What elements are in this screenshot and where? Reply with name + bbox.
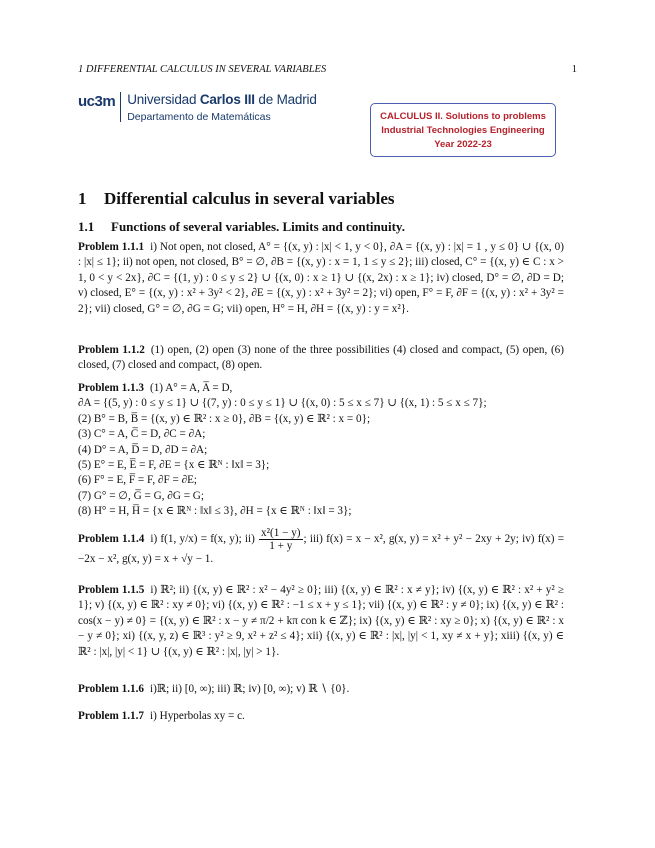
problem-1-1-6	[78, 682, 564, 697]
problem-line: (2) B° = B, B̅ = {(x, y) ∈ ℝ² : x ≥ 0}, ∂B = {(x, y) ∈ ℝ² : x = 0};	[78, 412, 371, 425]
subsection-number: 1.1	[78, 219, 95, 234]
problem-text-pre: i) f(1, y/x) = f(x, y); ii)	[150, 533, 259, 546]
running-title: 1 DIFFERENTIAL CALCULUS IN SEVERAL VARIABLES	[78, 64, 327, 75]
problem-line: (1) A° = A, A̅ = D,	[149, 382, 233, 394]
running-header	[78, 64, 577, 75]
section-heading	[78, 189, 395, 209]
uc3m-mark: uc3m	[78, 93, 116, 110]
university-logo	[78, 92, 317, 128]
logo-divider	[120, 92, 121, 122]
fraction	[259, 527, 303, 552]
problem-label: Problem 1.1.5	[78, 584, 145, 596]
academic-year: Year 2022-23	[434, 139, 492, 150]
problem-text-post: ; iii) f(x) = x − x², g(x, y) = x² + y² − 2xy + 2y; iv) f(x) = −2x − x², g(x, y) = x + √y − 1.	[78, 533, 565, 565]
problem-label: Problem 1.1.2	[78, 344, 145, 356]
subsection-heading	[78, 219, 405, 235]
problem-label: Problem 1.1.1	[78, 241, 145, 253]
logo-text	[127, 92, 316, 123]
problem-1-1-4	[78, 527, 564, 567]
problem-line: (4) D° = A, D̅ = D, ∂D = ∂A;	[78, 443, 208, 456]
problem-label: Problem 1.1.4	[78, 533, 145, 546]
section-number: 1	[78, 189, 87, 208]
page-number: 1	[571, 64, 577, 75]
problem-line: (5) E° = E, E̅ = F, ∂E = {x ∈ ℝᴺ : ‖x‖ = 3};	[78, 459, 270, 472]
problem-text: i) ℝ²; ii) {(x, y) ∈ ℝ² : x² − 4y² ≥ 0}; iii) {(x, y) ∈ ℝ² : x ≠ y}; iv) {(x, y) ∈ ℝ² : x² + y² ≥ 1}; v) {(x, y) ∈ ℝ² : xy ≠ 0}; vi) {(x, y) ∈ ℝ² : −1 ≤ x + y ≤ 1}; vii) {(x, y) ∈ ℝ² : y ≠ 0}; ix) {(x, y) ∈ ℝ² : cos(x − y) ≠ 0} = {(x, y) ∈ ℝ² : x − y ≠ π/2 + kπ con k ∈ ℤ}; ix) {(x, y) ∈ ℝ² : xy ≥ 0}; x) {(x, y) ∈ ℝ² : x − y ≠ 0}; xi) {(x, y, z) ∈ ℝ³ : y² ≥ 9, x² + z² ≤ 4}; xii) {(x, y) ∈ ℝ² : |x|, |y| < 1, xy ≠ x + y}; xiii) {(x, y) ∈ ℝ² : |x|, |y| < 1} ∪ {(x, y) ∈ ℝ² : |x|, |y| > 1}.	[78, 584, 564, 658]
problem-label: Problem 1.1.3	[78, 382, 144, 394]
problem-text: i)ℝ; ii) [0, ∞); iii) ℝ; iv) [0, ∞); v) ℝ ∖ {0}.	[149, 683, 350, 695]
problem-1-1-5	[78, 583, 564, 660]
subsection-title: Functions of several variables. Limits and continuity.	[111, 219, 405, 234]
university-name: Universidad Carlos III de Madrid	[127, 92, 317, 107]
problem-line: (3) C° = A, C̅ = D, ∂C = ∂A;	[78, 428, 206, 441]
fraction-numerator: x²(1 − y)	[261, 527, 301, 539]
section-title: Differential calculus in several variables	[104, 189, 395, 208]
problem-label: Problem 1.1.6	[78, 683, 144, 695]
problem-line: (6) F° = E, F̅ = F, ∂F = ∂E;	[78, 474, 198, 487]
problem-line: ∂A = {(5, y) : 0 ≤ y ≤ 1} ∪ {(7, y) : 0 ≤ y ≤ 1} ∪ {(x, 0) : 5 ≤ x ≤ 7} ∪ {(x, 1) : 5 ≤ x ≤ 7};	[78, 397, 487, 410]
problem-text: (1) open, (2) open (3) none of the three possibilities (4) closed and compact, (5) open, (6) closed, (7) closed and compact, (8) open.	[78, 344, 564, 372]
problem-line: (7) G° = ∅, G̅ = G, ∂G = G;	[78, 489, 204, 502]
problem-1-1-3	[78, 381, 564, 520]
fraction-denominator: 1 + y	[269, 540, 293, 552]
problem-1-1-2	[78, 343, 564, 374]
problem-label: Problem 1.1.7	[78, 710, 144, 722]
degree-name: Industrial Technologies Engineering	[381, 125, 545, 136]
problem-line: (8) H° = H, H̅ = {x ∈ ℝᴺ : ‖x‖ ≤ 3}, ∂H = {x ∈ ℝᴺ : ‖x‖ = 3};	[78, 505, 352, 518]
problem-text: i) Hyperbolas xy = c.	[149, 710, 245, 722]
problem-1-1-1	[78, 240, 564, 317]
course-title: CALCULUS II. Solutions to problems	[380, 111, 546, 122]
problem-text: i) Not open, not closed, A° = {(x, y) : |x| < 1, y < 0}, ∂A = {(x, y) : |x| = 1 , y ≤ 0} ∪ {(x, 0) : |x| ≤ 1}; ii) not open, not closed, B° = ∅, ∂B = {(x, y) : x = 1, 1 ≤ y ≤ 2}; iii) closed, C° = {(x, y) ∈ C : x > 1, 0 < y < 2x}, ∂C = {(1, y) : 0 ≤ y ≤ 2} ∪ {(x, 0) : x ≥ 1} ∪ {(x, 2x) : x ≥ 1}; iv) closed, D° = ∅, ∂D = D; v) closed, E° = {(x, y) : x² + 3y² < 2}, ∂E = {(x, y) : x² + 3y² = 2}; vi) open, F° = F, ∂F = {(x, y) : x² + 3y² = 2}; vii) closed, G° = ∅, ∂G = G; vii) open, H° = H, ∂H = {(x, y) : y = x²}.	[78, 241, 564, 315]
course-info-box	[370, 103, 556, 157]
problem-1-1-7	[78, 709, 564, 724]
department-name: Departamento de Matemáticas	[127, 111, 271, 123]
